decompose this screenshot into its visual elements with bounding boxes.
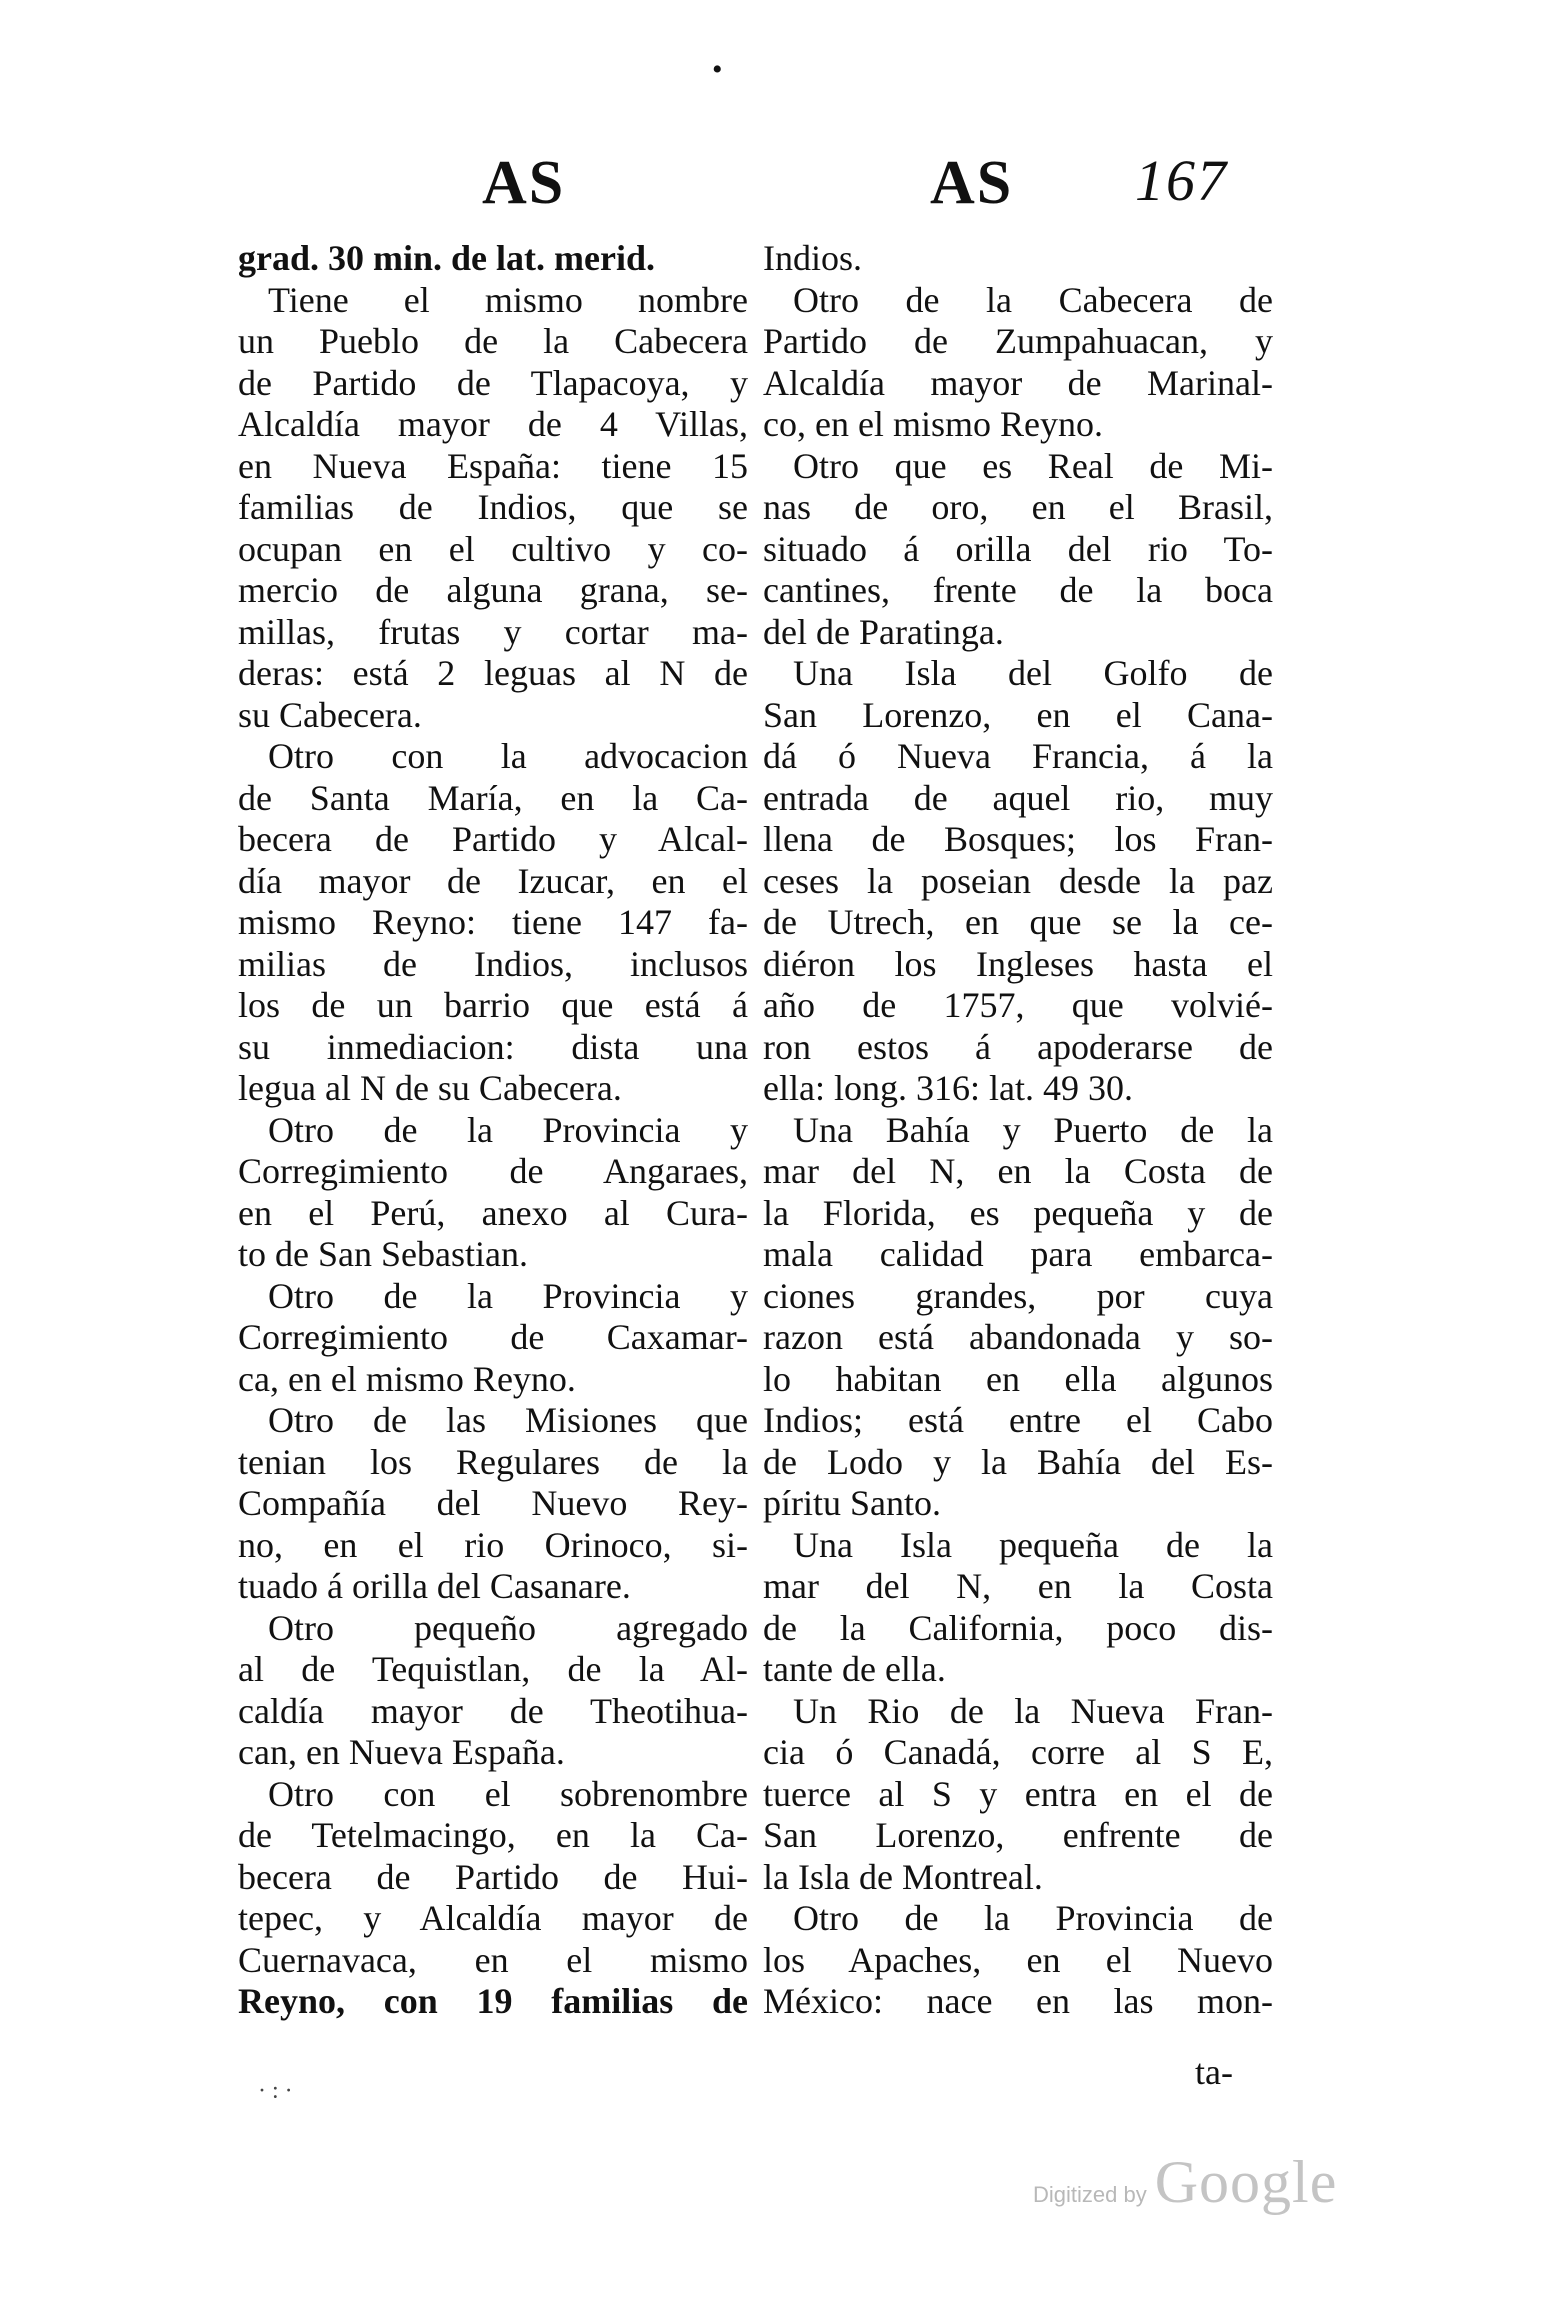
- text-line: Otro de la Cabecera de: [793, 279, 1273, 320]
- text-line: deras: está 2 leguas al N de: [238, 653, 748, 693]
- text-line: Otro de la Provincia y: [268, 1109, 748, 1150]
- text-line: mercio de alguna grana, se-: [238, 570, 748, 610]
- text-line: mismo Reyno: tiene 147 fa-: [238, 902, 748, 942]
- text-line: los de un barrio que está á: [238, 985, 748, 1025]
- text-line: llena de Bosques; los Fran-: [763, 819, 1273, 859]
- text-line: Partido de Zumpahuacan, y: [763, 321, 1273, 361]
- text-line: año de 1757, que volvié-: [763, 985, 1273, 1025]
- text-line: diéron los Ingleses hasta el: [763, 943, 1273, 984]
- text-line: Una Bahía y Puerto de la: [793, 1109, 1273, 1150]
- text-line: de Lodo y la Bahía del Es-: [763, 1441, 1273, 1482]
- text-line: familias de Indios, que se: [238, 487, 748, 527]
- page-dot: •: [712, 53, 723, 86]
- text-line: San Lorenzo, en el Cana-: [763, 694, 1273, 735]
- text-line: tepec, y Alcaldía mayor de: [238, 1898, 748, 1938]
- text-line: Cuernavaca, en el mismo: [238, 1939, 748, 1980]
- text-line: Otro de las Misiones que: [268, 1400, 748, 1440]
- text-line: en el Perú, anexo al Cura-: [238, 1192, 748, 1233]
- text-line: Indios.: [763, 238, 862, 278]
- text-line: mar del N, en la Costa: [763, 1566, 1273, 1606]
- catchword: ta-: [1195, 2052, 1233, 2092]
- text-line: tante de ella.: [763, 1649, 946, 1689]
- text-line: Otro con la advocacion: [268, 736, 748, 776]
- text-line: ca, en el mismo Reyno.: [238, 1358, 576, 1399]
- text-line: Indios; está entre el Cabo: [763, 1400, 1273, 1440]
- digitization-watermark: [1033, 2148, 1337, 2217]
- text-line: grad. 30 min. de lat. merid.: [238, 238, 655, 278]
- text-line: Otro con el sobrenombre: [268, 1773, 748, 1814]
- text-line: razon está abandonada y so-: [763, 1317, 1273, 1357]
- text-line: de la California, poco dis-: [763, 1607, 1273, 1648]
- text-line: de Santa María, en la Ca-: [238, 777, 748, 818]
- text-line: situado á orilla del rio To-: [763, 528, 1273, 569]
- text-line: mala calidad para embarca-: [763, 1234, 1273, 1274]
- text-line: tenian los Regulares de la: [238, 1441, 748, 1482]
- text-line: Alcaldía mayor de 4 Villas,: [238, 404, 748, 444]
- text-line: Otro de la Provincia de: [793, 1898, 1273, 1938]
- text-line: Reyno, con 19 familias de: [238, 1981, 748, 2021]
- right-text-column: [763, 238, 1273, 2023]
- text-line: día mayor de Izucar, en el: [238, 860, 748, 901]
- page-number: 167: [1135, 148, 1228, 213]
- text-line: Alcaldía mayor de Marinal-: [763, 362, 1273, 403]
- text-line: can, en Nueva España.: [238, 1732, 565, 1772]
- text-line: millas, frutas y cortar ma-: [238, 611, 748, 652]
- text-line: de Utrech, en que se la ce-: [763, 902, 1273, 942]
- text-line: Otro de la Provincia y: [268, 1275, 748, 1316]
- google-logo: Google: [1154, 2149, 1338, 2215]
- text-line: Tiene el mismo nombre: [268, 279, 748, 320]
- text-line: un Pueblo de la Cabecera: [238, 321, 748, 361]
- text-line: del de Paratinga.: [763, 611, 1004, 652]
- text-line: al de Tequistlan, de la Al-: [238, 1649, 748, 1689]
- text-line: ella: long. 316: lat. 49 30.: [763, 1068, 1133, 1108]
- text-line: ciones grandes, por cuya: [763, 1275, 1273, 1316]
- text-line: cia ó Canadá, corre al S E,: [763, 1732, 1273, 1772]
- text-line: milias de Indios, inclusos: [238, 943, 748, 984]
- text-line: la Florida, es pequeña y de: [763, 1192, 1273, 1233]
- text-line: entrada de aquel rio, muy: [763, 777, 1273, 818]
- left-text-column: [238, 238, 748, 2023]
- text-line: ron estos á apoderarse de: [763, 1026, 1273, 1067]
- text-line: mar del N, en la Costa de: [763, 1151, 1273, 1191]
- text-line: lo habitan en ella algunos: [763, 1358, 1273, 1399]
- text-line: la Isla de Montreal.: [763, 1856, 1043, 1897]
- watermark-prefix: Digitized by: [1033, 2182, 1147, 2207]
- text-line: los Apaches, en el Nuevo: [763, 1939, 1273, 1980]
- text-line: legua al N de su Cabecera.: [238, 1068, 622, 1108]
- text-line: su Cabecera.: [238, 694, 422, 735]
- text-line: México: nace en las mon-: [763, 1981, 1273, 2021]
- text-line: cantines, frente de la boca: [763, 570, 1273, 610]
- text-line: Otro que es Real de Mi-: [793, 445, 1273, 486]
- text-line: ceses la poseian desde la paz: [763, 860, 1273, 901]
- text-line: tuerce al S y entra en el de: [763, 1773, 1273, 1814]
- text-line: de Partido de Tlapacoya, y: [238, 362, 748, 403]
- text-line: caldía mayor de Theotihua-: [238, 1690, 748, 1731]
- text-line: Un Rio de la Nueva Fran-: [793, 1690, 1273, 1731]
- text-line: Corregimiento de Caxamar-: [238, 1317, 748, 1357]
- text-line: nas de oro, en el Brasil,: [763, 487, 1273, 527]
- text-line: no, en el rio Orinoco, si-: [238, 1524, 748, 1565]
- text-line: dá ó Nueva Francia, á la: [763, 736, 1273, 776]
- text-line: to de San Sebastian.: [238, 1234, 528, 1274]
- text-line: becera de Partido de Hui-: [238, 1856, 748, 1897]
- text-line: en Nueva España: tiene 15: [238, 445, 748, 486]
- print-specks: · : ·: [258, 2078, 293, 2104]
- text-line: becera de Partido y Alcal-: [238, 819, 748, 859]
- text-line: Una Isla del Golfo de: [793, 653, 1273, 693]
- text-line: Corregimiento de Angaraes,: [238, 1151, 748, 1191]
- text-line: Compañía del Nuevo Rey-: [238, 1483, 748, 1523]
- text-line: ocupan en el cultivo y co-: [238, 528, 748, 569]
- text-line: Otro pequeño agregado: [268, 1607, 748, 1648]
- text-line: co, en el mismo Reyno.: [763, 404, 1103, 444]
- text-line: tuado á orilla del Casanare.: [238, 1566, 631, 1606]
- text-line: su inmediacion: dista una: [238, 1026, 748, 1067]
- running-head-right: AS: [930, 149, 1014, 217]
- text-line: San Lorenzo, enfrente de: [763, 1815, 1273, 1855]
- text-line: Una Isla pequeña de la: [793, 1524, 1273, 1565]
- text-line: píritu Santo.: [763, 1483, 941, 1523]
- running-head-left: AS: [482, 149, 566, 217]
- text-line: de Tetelmacingo, en la Ca-: [238, 1815, 748, 1855]
